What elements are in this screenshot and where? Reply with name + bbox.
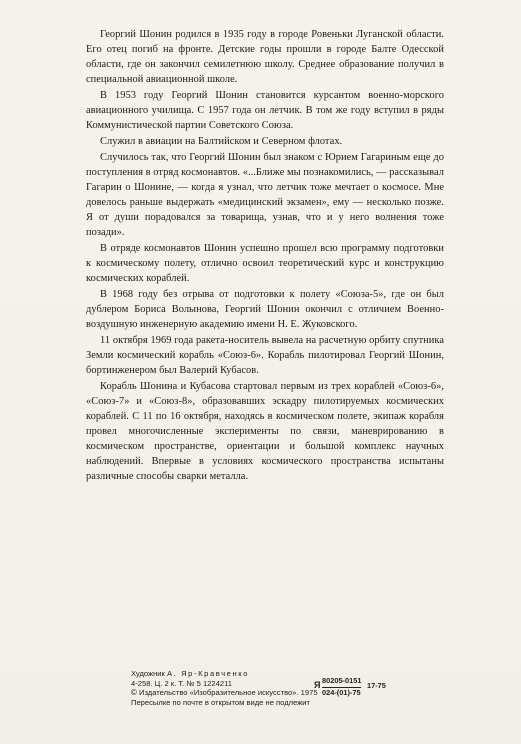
artist-line [131,669,431,679]
artist-name: А. Яр-Кравченко [166,669,250,678]
mail-note: Пересылке по почте в открытом виде не подлежит [131,697,311,707]
paragraph-service: Служил в авиации на Балтийском и Северном флотах. [100,136,343,147]
paragraph-1969-flight: 11 октября 1969 года ракета-носитель вывела на расчетную орбиту спутника Земли космический корабль «Союз-6». Корабль пилотировал Георгий Шонин, бортинженером был Валерий Кубасов. [86,335,444,376]
publisher-name: Издательство «Изобразительное искусство». 1975 [139,688,318,698]
publisher-line [131,688,431,698]
paragraph-squadron: Корабль Шонина и Кубасова стартовал первым из трех кораблей «Союз-6», «Союз-7» и «Союз-8», образовавших эскадру пилотируемых космических кораблей. С 11 по 16 октября, находясь в космическом полете, экипаж корабля провел многочисленные эксперименты по связи, маневрированию в космическом пространстве, ориентации и большой комплекс научных наблюдений. Впервые в условиях космического пространства испытаны различные способы сварки металла. [86,381,444,482]
catalog-letter: Я [314,680,321,690]
catalog-denominator: 024-(01)-75 [322,688,361,697]
paragraph-gagarin: Случилось так, что Георгий Шонин был знаком с Юрием Гагариным еще до поступления в отряд космонавтов. «...Ближе мы познакомились, — рассказывал Гагарин о Шонине, — когда я узнал, что летчик тоже мечтает о космосе. Мне довелось раньше выдержать «медицинский экзамен», ему — несколько позже. Я от души порадовался за товарища, узнав, что и у него волнения тоже позади». [86,152,444,238]
paragraph-1968: В 1968 году без отрыва от подготовки к полету «Союза-5», где он был дублером Бориса Волынова, Георгий Шонин окончил с отличием Военно-воздушную инженерную академию имени Н. Е. Жуковского. [86,289,444,330]
catalog-suffix: 17-75 [367,681,386,690]
paragraph-academy: В 1953 году Георгий Шонин становится курсантом военно-морского авиационного училища. С 1957 года он летчик. В том же году вступил в ряды Коммунистической партии Советского Союза. [86,90,444,131]
catalog-numerator: 80205-0151 [322,676,362,685]
biography-text [86,27,444,484]
artist-label: Художник [131,669,165,678]
copyright-symbol: © [131,688,137,698]
paragraph-birth: Георгий Шонин родился в 1935 году в городе Ровеньки Луганской области. Его отец погиб на фронте. Детские годы прошли в городе Балте Одесской области, где он закончил семилетнюю школу. Среднее образование получил в специальной авиационной школе. [86,29,444,85]
print-info: 4-258. Ц. 2 к. Т. № 5 1224211 [131,678,232,688]
imprint-block [131,669,431,707]
paragraph-training: В отряде космонавтов Шонин успешно прошел всю программу подготовки к космическому полету, отлично освоил теоретический курс и конструкцию космических кораблей. [86,243,444,284]
